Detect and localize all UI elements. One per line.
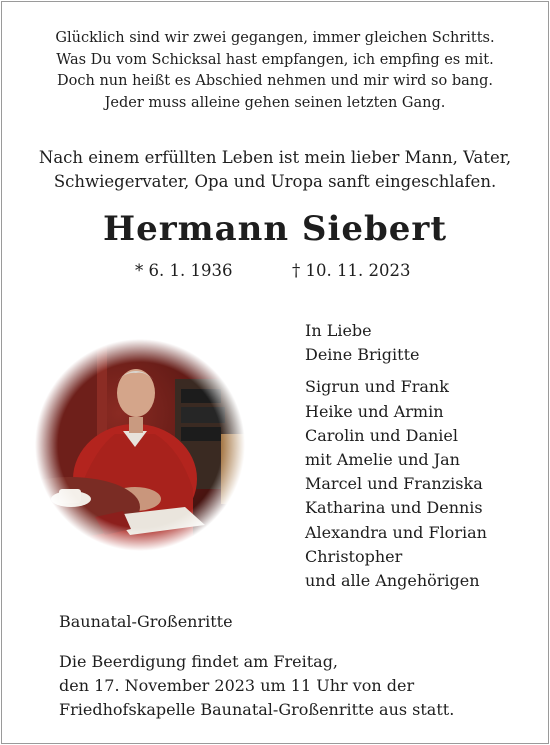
- obituary-notice: [1, 1, 549, 744]
- death-date: † 10. 11. 2023: [292, 261, 411, 280]
- intro-line: Nach einem erfüllten Leben ist mein lieber Mann, Vater,: [38, 148, 512, 167]
- mourners-spouse: Deine Brigitte: [305, 345, 420, 365]
- mourner-line: Heike und Armin: [305, 401, 444, 421]
- portrait-photo: [35, 339, 245, 551]
- mourner-line: mit Amelie und Jan: [305, 450, 460, 470]
- mourners-greeting: In Liebe: [305, 321, 372, 340]
- funeral-line: den 17. November 2023 um 11 Uhr von der: [59, 676, 415, 696]
- birth-date: * 6. 1. 1936: [135, 261, 233, 280]
- place-name: Baunatal-Großenritte: [59, 612, 233, 631]
- mourner-line: Alexandra und Florian: [305, 522, 487, 542]
- mourner-line: Marcel und Franziska: [305, 474, 483, 494]
- intro-text: [2, 146, 548, 194]
- mourner-line: Christopher: [305, 546, 403, 566]
- mourner-line: Sigrun und Frank: [305, 377, 449, 397]
- funeral-line: Friedhofskapelle Baunatal-Großenritte aus statt.: [59, 700, 455, 720]
- poem-line: Doch nun heißt es Abschied nehmen und mir wird so bang.: [57, 73, 493, 89]
- poem-line: Jeder muss alleine gehen seinen letzten Gang.: [104, 94, 446, 111]
- mourner-line: Katharina und Dennis: [305, 498, 483, 518]
- mourner-line: Carolin und Daniel: [305, 425, 458, 445]
- poem: [2, 28, 548, 114]
- mourner-line: und alle Angehörigen: [305, 571, 480, 591]
- funeral-line: Die Beerdigung findet am Freitag,: [59, 652, 339, 671]
- intro-line: Schwiegervater, Opa und Uropa sanft eingeschlafen.: [53, 172, 497, 191]
- poem-line: Glücklich sind wir zwei gegangen, immer gleichen Schritts.: [55, 30, 495, 46]
- mourners-list: [305, 319, 487, 593]
- poem-line: Was Du vom Schicksal hast empfangen, ich empfing es mit.: [56, 51, 494, 68]
- deceased-name: Hermann Siebert: [102, 209, 448, 249]
- funeral-info: [59, 650, 454, 723]
